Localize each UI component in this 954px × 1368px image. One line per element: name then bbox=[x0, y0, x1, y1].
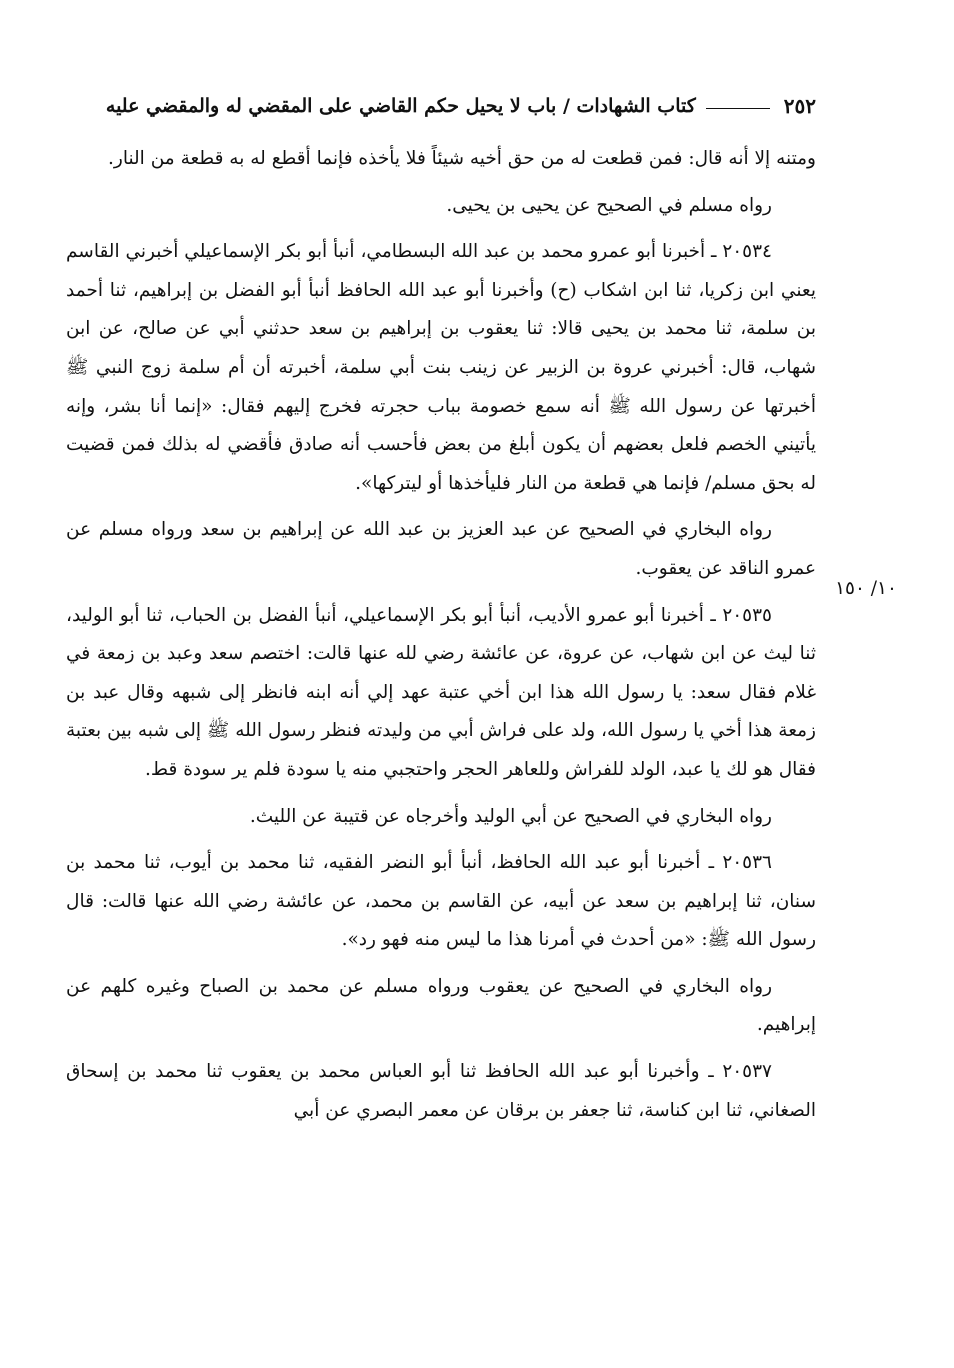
page-header bbox=[66, 86, 816, 126]
paragraph-hadith-20537: ٢٠٥٣٧ ـ وأخبرنا أبو عبد الله الحافظ ثنا أبو العباس محمد بن يعقوب ثنا محمد بن إسحاق الصغاني، ثنا ابن كناسة، ثنا جعفر بن برقان عن معمر البصري عن أبي bbox=[66, 1061, 816, 1121]
paragraph-narration: رواه البخاري في الصحيح عن أبي الوليد وأخرجاه عن قتيبة عن الليث. bbox=[249, 805, 772, 827]
paragraph-hadith-20534: ٢٠٥٣٤ ـ أخبرنا أبو عمرو محمد بن عبد الله البسطامي، أنبأ أبو بكر الإسماعيلي أخبرني القاسم يعني ابن زكريا، ثنا ابن اشكاب (ح) وأخبرنا أبو عبد الله الحافظ أنبأ أبو الفضل بن إبراهيم، ثنا أحمد بن سلمة، ثنا محمد بن يحيى قالا: ثنا يعقوب بن إبراهيم بن سعد حدثني أبي عن صالح، عن ابن شهاب، قال: أخبرني عروة بن الزبير عن زينب بنت أبي سلمة، أخبرته أن أم سلمة زوج النبي ﷺ أخبرتها عن رسول الله ﷺ أنه سمع خصومة بباب حجرته فخرج إليهم فقال: «إنما أنا بشر، وإنه يأتيني الخصم فلعل بعضهم أن يكون أبلغ من بعض فأحسب أنه صادق فأقضي له بذلك فمن قضيت له بحق مسلم/ فإنما هي قطعة من النار فليأخذها أو ليتركها». bbox=[66, 241, 816, 494]
paragraph-hadith-20535: ٢٠٥٣٥ ـ أخبرنا أبو عمرو الأديب، أنبأ أبو بكر الإسماعيلي، أنبأ الفضل بن الحباب، ثنا أبو الوليد، ثنا ليث عن ابن شهاب، عن عروة، عن عائشة رضي لله عنها قالت: اختصم سعد وعبد بن زمعة في غلام فقال سعد: يا رسول الله هذا ابن أخي عتبة عهد إلي أنه ابنه فانظر إلى شبهه وقال عبد بن زمعة هذا أخي يا رسول الله، ولد على فراش أبي من وليدته فنظر رسول الله ﷺ إلى شبه بين بعتبة فقال هو لك يا عبد، الولد للفراش وللعاهر الحجر واحتجبي منه يا سودة فلم ير سودة قط. bbox=[66, 604, 816, 780]
paragraph-narration: رواه البخاري في الصحيح عن يعقوب ورواه مسلم عن محمد بن الصباح وغيره كلهم عن إبراهيم. bbox=[66, 975, 816, 1036]
page-body bbox=[66, 140, 816, 1138]
paragraph-narration: رواه مسلم في الصحيح عن يحيى بن يحيى. bbox=[446, 194, 772, 216]
page-number: ٢٥٢ bbox=[783, 94, 816, 118]
paragraph-narration: رواه البخاري في الصحيح عن عبد العزيز بن عبد الله عن إبراهيم بن سعد ورواه مسلم عن عمرو الناقد عن يعقوب. bbox=[66, 519, 816, 579]
paragraph-continuation: ومتنه إلا أنه قال: فمن قطعت له من حق أخيه شيئاً فلا يأخذه فإنما أقطع له به قطعة من النار. bbox=[108, 148, 816, 169]
running-title: كتاب الشهادات / باب لا يحيل حكم القاضي على المقضي له والمقضي عليه bbox=[105, 95, 696, 117]
header-rule bbox=[706, 108, 770, 109]
margin-reference: ١٠/ ١٥٠ bbox=[835, 578, 897, 599]
paragraph-hadith-20536: ٢٠٥٣٦ ـ أخبرنا أبو عبد الله الحافظ، أنبأ أبو النضر الفقيه، ثنا محمد بن أيوب، ثنا محمد بن سنان، ثنا إبراهيم بن سعد عن أبيه، عن القاسم بن محمد، عن عائشة رضي الله عنها قالت: قال رسول الله ﷺ: «من أحدث في أمرنا هذا ما ليس منه فهو رد». bbox=[66, 852, 816, 951]
